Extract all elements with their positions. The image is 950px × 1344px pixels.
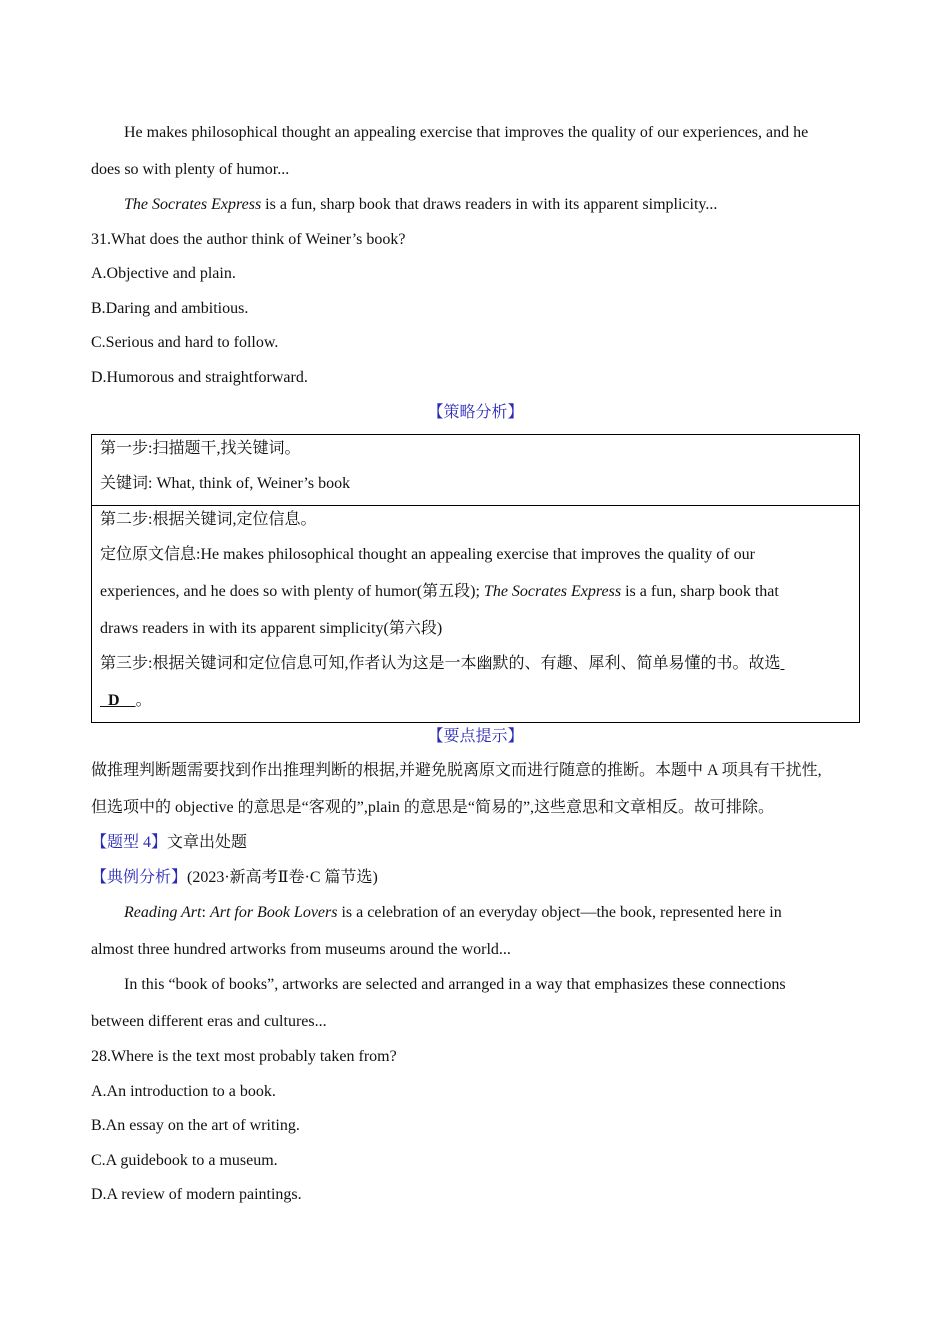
q31-option-c: C.Serious and hard to follow.	[91, 334, 279, 351]
book-title: The Socrates Express	[124, 196, 262, 213]
q31-option-b: B.Daring and ambitious.	[91, 300, 249, 317]
passage1-para2: The Socrates Express is a fun, sharp book that draws readers in with its apparent simplicity...	[124, 196, 718, 213]
passage2-para2-line2: between different eras and cultures...	[91, 1013, 327, 1030]
answer-letter: D	[108, 692, 120, 709]
q28-option-b: B.An essay on the art of writing.	[91, 1117, 300, 1134]
passage1-para1-line2: does so with plenty of humor...	[91, 161, 290, 178]
passage1-para1-line1: He makes philosophical thought an appealing exercise that improves the quality of our experiences, and he	[124, 124, 809, 141]
locate-line2: experiences, and he does so with plenty of humor(第五段); The Socrates Express is a fun, sharp book that	[100, 583, 779, 600]
q28-option-a: A.An introduction to a book.	[91, 1083, 276, 1100]
q31-option-d: D.Humorous and straightforward.	[91, 369, 308, 386]
step1-text: 第一步:扫描题干,找关键词。	[100, 440, 301, 457]
locate-line3: draws readers in with its apparent simplicity(第六段)	[100, 620, 443, 637]
passage2-para1-line2: almost three hundred artworks from museums around the world...	[91, 941, 511, 958]
q31-option-a: A.Objective and plain.	[91, 265, 236, 282]
locate-line1: 定位原文信息:He makes philosophical thought an appealing exercise that improves the quality of our	[100, 546, 755, 563]
q28-option-c: C.A guidebook to a museum.	[91, 1152, 278, 1169]
tips-heading: 【要点提示】	[427, 728, 524, 745]
q28-option-d: D.A review of modern paintings.	[91, 1186, 302, 1203]
step3-text: 第三步:根据关键词和定位信息可知,作者认为这是一本幽默的、有趣、犀利、简单易懂的书。故选	[100, 655, 781, 672]
passage2-para1-line1: Reading Art: Art for Book Lovers is a celebration of an everyday object—the book, represented here in	[124, 904, 782, 921]
example-tag: 【典例分析】	[91, 869, 188, 886]
step2-text: 第二步:根据关键词,定位信息。	[100, 511, 317, 528]
example-line: 【典例分析】(2023·新高考Ⅱ卷·C 篇节选)	[91, 869, 378, 886]
question-31-stem: 31.What does the author think of Weiner’s book?	[91, 231, 406, 248]
keywords-text: 关键词: What, think of, Weiner’s book	[100, 475, 351, 492]
strategy-heading: 【策略分析】	[427, 404, 524, 421]
type4-line: 【题型 4】文章出处题	[91, 834, 248, 851]
type4-tag: 【题型 4】	[91, 834, 168, 851]
question-28-stem: 28.Where is the text most probably taken from?	[91, 1048, 397, 1065]
strategy-step2-box	[91, 505, 860, 723]
tips-line2: 但选项中的 objective 的意思是“客观的”,plain 的意思是“简易的”,这些意思和文章相反。故可排除。	[91, 799, 775, 816]
passage2-para2-line1: In this “book of books”, artworks are selected and arranged in a way that emphasizes these connections	[124, 976, 786, 993]
answer-line: D 。	[108, 692, 152, 709]
strategy-step1-box	[91, 434, 860, 506]
tips-line1: 做推理判断题需要找到作出推理判断的根据,并避免脱离原文而进行随意的推断。本题中 A 项具有干扰性,	[91, 762, 822, 779]
